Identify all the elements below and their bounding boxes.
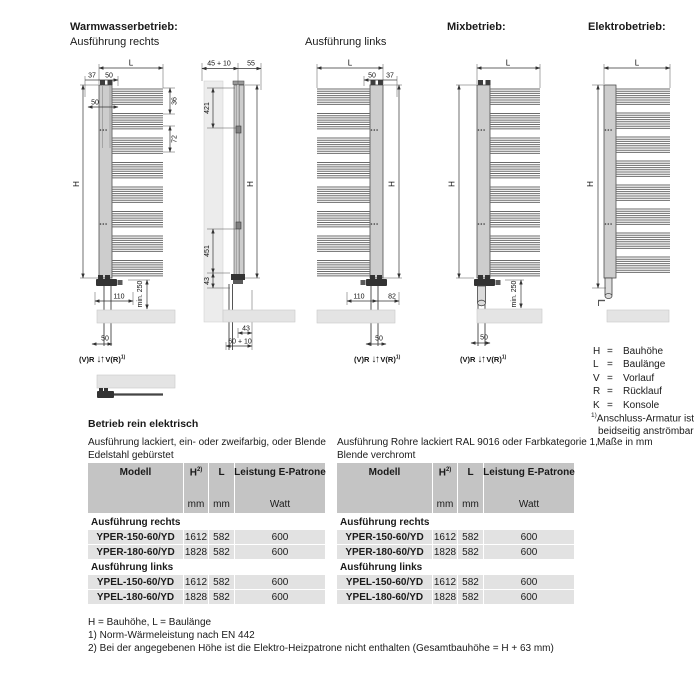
footnote-1: 1) Norm-Wärmeleistung nach EN 442 xyxy=(88,630,255,641)
table-body xyxy=(88,515,325,604)
dimension-lines xyxy=(456,64,540,343)
watt-cell: 600 xyxy=(235,530,325,544)
flow-footnote-ref: 1) xyxy=(120,354,126,361)
dim-label: 82 xyxy=(388,293,396,301)
dim-label: L xyxy=(128,58,134,68)
table-section-label: Ausführung rechts xyxy=(88,515,325,530)
table-caption-right: Ausführung Rohre lackiert RAL 9016 oder Farbkategorie 1, Blende verchromt xyxy=(337,437,598,461)
heading-elektrobetrieb: Elektrobetrieb: xyxy=(588,21,666,33)
dim-label: 50 xyxy=(105,72,113,80)
floor-slab xyxy=(477,309,542,323)
length-cell: 582 xyxy=(458,530,484,544)
konsole-marks xyxy=(605,129,612,131)
drawing-side-view xyxy=(192,50,308,360)
table-section-label: Ausführung links xyxy=(337,560,574,575)
dim-label: 45 + 10 xyxy=(207,60,231,68)
watt-cell: 600 xyxy=(235,575,325,589)
dim-label: 55 xyxy=(247,60,255,68)
dim-label: H xyxy=(447,181,457,187)
dim-label: 50 xyxy=(91,99,99,107)
table-row xyxy=(337,590,574,604)
legend-row: R = Rücklauf xyxy=(593,386,662,398)
connection-detail xyxy=(97,375,175,398)
dim-label: 451 xyxy=(204,245,211,257)
height-cell: 1828 xyxy=(433,591,457,603)
table-row xyxy=(88,590,325,604)
model-cell: YPEL-150-60/YD xyxy=(88,575,184,589)
connection-nipples xyxy=(478,80,491,85)
watt-cell: 600 xyxy=(484,575,574,589)
table-row xyxy=(88,530,325,544)
flow-direction-label xyxy=(460,354,506,365)
drawing-mixbetrieb xyxy=(443,50,578,350)
dim-label: 50 xyxy=(101,335,109,343)
heading-ausfuehrung-rechts: Ausführung rechts xyxy=(70,36,160,48)
radiator-tubes xyxy=(616,89,670,272)
legend-row: V = Vorlauf xyxy=(593,372,655,384)
drawing-elektrobetrieb xyxy=(580,50,700,330)
flow-footnote-ref: 1) xyxy=(501,354,507,361)
col-header-hoehe: $H^{2)}$ mm xyxy=(184,463,209,513)
spec-table-left xyxy=(88,463,325,605)
heading-mixbetrieb: Mixbetrieb: xyxy=(447,21,506,33)
dim-label: L xyxy=(634,58,640,68)
length-cell: 582 xyxy=(458,575,484,589)
units-note: Maße in mm xyxy=(597,437,653,448)
table-caption-left: Ausführung lackiert, ein- oder zweifarbig, oder Blende Edelstahl gebürstet xyxy=(88,437,326,461)
table-header-row xyxy=(337,463,574,513)
dim-label: 72 xyxy=(171,135,179,143)
table-row xyxy=(88,575,325,589)
flow-left-label: (V)R xyxy=(79,355,95,364)
collector-tube xyxy=(370,85,383,278)
radiator-tubes xyxy=(317,89,370,276)
height-cell: 1828 xyxy=(433,546,457,558)
flow-arrows-icon: ↓↑ xyxy=(371,354,379,365)
footnote-hl: H = Bauhöhe, L = Baulänge xyxy=(88,617,212,628)
dim-label: L xyxy=(347,58,353,68)
dim-label: 37 xyxy=(88,72,96,80)
table-row xyxy=(337,530,574,544)
flow-left-label: (V)R xyxy=(354,355,370,364)
table-row xyxy=(337,545,574,559)
col-header-leistung: Leistung E-Patrone Watt xyxy=(484,463,574,513)
floor-slab xyxy=(97,310,175,323)
dim-label: L xyxy=(505,58,511,68)
collector-tube xyxy=(477,85,490,278)
dim-label: H xyxy=(586,181,595,187)
flow-footnote-ref: 1) xyxy=(395,354,401,361)
konsole-marks xyxy=(100,129,107,131)
heading-ausfuehrung-links: Ausführung links xyxy=(305,36,387,48)
drawing-front-left xyxy=(308,50,448,350)
length-cell: 582 xyxy=(458,545,484,559)
height-cell: 1612 xyxy=(433,531,457,543)
col-header-laenge: L mm xyxy=(458,463,484,513)
dim-label: 37 xyxy=(386,72,394,80)
model-cell: YPER-150-60/YD xyxy=(88,530,184,544)
heading-warmwasserbetrieb: Warmwasserbetrieb: xyxy=(70,21,178,33)
dim-label: 421 xyxy=(204,102,211,114)
dim-label: 110 xyxy=(113,293,125,301)
col-header-modell: Modell xyxy=(88,463,184,513)
col-header-modell: Modell xyxy=(337,463,433,513)
table-row xyxy=(88,545,325,559)
dim-label: 50 xyxy=(375,335,383,343)
radiator-tubes xyxy=(112,89,163,276)
flow-direction-label xyxy=(79,354,125,365)
length-cell: 582 xyxy=(209,575,235,589)
legend-row: L = Baulänge xyxy=(593,359,666,371)
floor-slab xyxy=(607,310,669,322)
legend-row: K = Konsole xyxy=(593,399,660,411)
height-cell: 1612 xyxy=(184,576,208,588)
watt-cell: 600 xyxy=(235,545,325,559)
height-cell: 1612 xyxy=(184,531,208,543)
model-cell: YPER-180-60/YD xyxy=(337,545,433,559)
dim-label: 110 xyxy=(353,293,365,301)
length-cell: 582 xyxy=(209,530,235,544)
length-cell: 582 xyxy=(209,590,235,604)
table-section-label: Ausführung rechts xyxy=(337,515,574,530)
radiator-profile xyxy=(231,81,245,284)
spec-table-right xyxy=(337,463,574,605)
dim-label: 43 xyxy=(204,277,211,285)
konsole-marks xyxy=(605,223,612,225)
col-header-hoehe: $H^{2)}$ mm xyxy=(433,463,458,513)
section-title-elektrisch: Betrieb rein elektrisch xyxy=(88,418,199,430)
legend-footnote: $^{1)}$Anschluss-Armatur ist beidseitig anströmbar xyxy=(591,412,695,438)
flow-right-label: V(R) xyxy=(105,355,121,364)
length-cell: 582 xyxy=(209,545,235,559)
heating-cartridge-icon xyxy=(478,286,486,306)
watt-cell: 600 xyxy=(484,590,574,604)
length-cell: 582 xyxy=(458,590,484,604)
height-cell: 1828 xyxy=(184,591,208,603)
flow-arrows-icon: ↓↑ xyxy=(96,354,104,365)
radiator-tubes xyxy=(490,89,540,276)
table-section-label: Ausführung links xyxy=(88,560,325,575)
height-cell: 1828 xyxy=(184,546,208,558)
model-cell: YPEL-180-60/YD xyxy=(88,590,184,604)
konsole-marks xyxy=(100,223,107,225)
flow-arrows-icon: ↓↑ xyxy=(477,354,485,365)
dim-label: 50 xyxy=(368,72,376,80)
valve-block xyxy=(96,275,123,286)
dim-label: 50 xyxy=(480,334,488,342)
flow-left-label: (V)R xyxy=(460,355,476,364)
model-cell: YPEL-150-60/YD xyxy=(337,575,433,589)
flow-direction-label xyxy=(354,354,400,365)
dimension-lines xyxy=(317,64,402,344)
col-header-leistung: Leistung E-Patrone Watt xyxy=(235,463,325,513)
konsole-marks xyxy=(371,129,378,131)
flow-right-label: V(R) xyxy=(380,355,396,364)
watt-cell: 600 xyxy=(235,590,325,604)
floor-slab xyxy=(317,310,395,323)
height-cell: 1612 xyxy=(433,576,457,588)
model-cell: YPER-150-60/YD xyxy=(337,530,433,544)
footnote-2: 2) Bei der angegebenen Höhe ist die Elektro-Heizpatrone nicht enthalten (Gesamtbauhöhe = H + 63 mm) xyxy=(88,643,554,654)
floor-slab xyxy=(223,310,295,322)
dim-label: min. 250 xyxy=(511,280,518,308)
dim-label: min. 250 xyxy=(137,280,144,308)
model-cell: YPER-180-60/YD xyxy=(88,545,184,559)
heating-cartridge-icon xyxy=(598,278,612,306)
table-body xyxy=(337,515,574,604)
dim-label: 60 + 10 xyxy=(228,338,252,346)
dim-label: H xyxy=(72,181,81,187)
dim-label: H xyxy=(387,181,397,187)
konsole-marks xyxy=(478,129,485,131)
legend-row: H = Bauhöhe xyxy=(593,346,664,357)
table-row xyxy=(337,575,574,589)
dim-label: 36 xyxy=(171,97,179,105)
konsole-marks xyxy=(371,223,378,225)
konsole-marks xyxy=(478,223,485,225)
table-header-row xyxy=(88,463,325,513)
watt-cell: 600 xyxy=(484,530,574,544)
col-header-laenge: L mm xyxy=(209,463,235,513)
collector-tube xyxy=(604,85,616,278)
flow-right-label: V(R) xyxy=(486,355,502,364)
legend xyxy=(593,345,665,412)
connection-nipples xyxy=(371,80,384,85)
model-cell: YPEL-180-60/YD xyxy=(337,590,433,604)
watt-cell: 600 xyxy=(484,545,574,559)
dim-label: 43 xyxy=(242,325,250,333)
dim-label: H xyxy=(246,181,255,187)
